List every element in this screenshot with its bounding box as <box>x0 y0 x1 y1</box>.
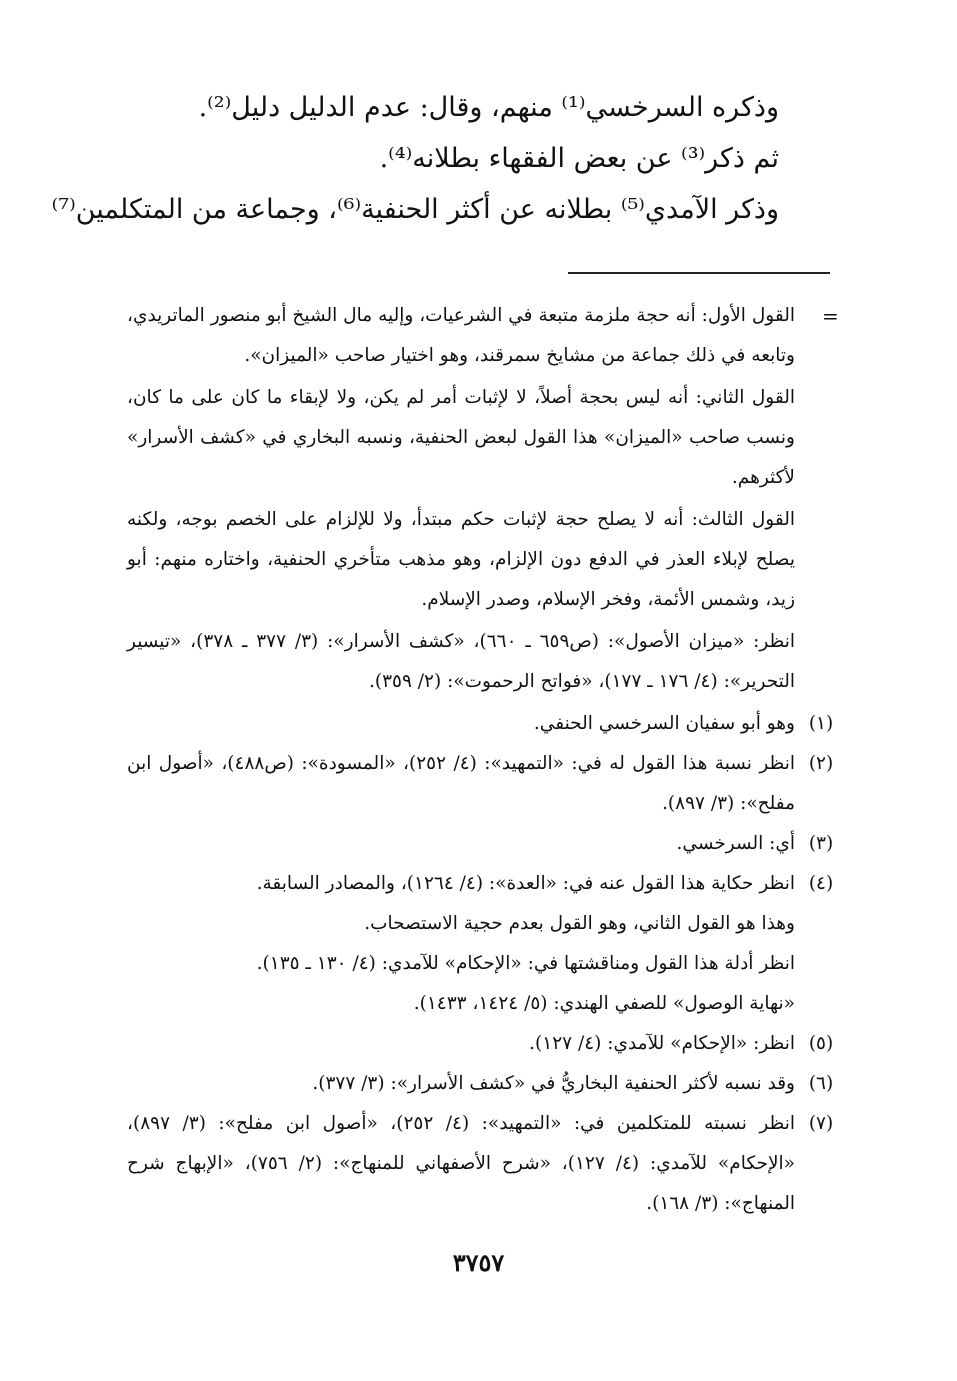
footnote-body <box>127 824 795 864</box>
main-text-line: وذكر الآمدي⁽⁵⁾ بطلانه عن أكثر الحنفية⁽⁶⁾، وجماعة من المتكلمين⁽⁷⁾ <box>51 194 779 225</box>
footnote-number: (٧) <box>808 1113 834 1134</box>
footnote-body <box>127 1104 795 1224</box>
footnote-body <box>127 1024 795 1064</box>
footnote <box>127 1024 847 1064</box>
footnote-text: وقد نسبه لأكثر الحنفية البخاريُّ في «كشف الأسرار»: (٣/ ٣٧٧). <box>312 1073 795 1094</box>
footnote <box>127 824 847 864</box>
footnote <box>127 704 847 744</box>
footnote-text: انظر نسبته للمتكلمين في: «التمهيد»: (٤/ ٢٥٢)، «أصول ابن مفلح»: (٣/ ٨٩٧)، «الإحكام» للآمدي: (٤/ ١٢٧)، «شرح الأصفهاني للمنهاج»: (٢/ ٧٥٦)، «الإبهاج شرح المنهاج»: (٣/ ١٦٨). <box>127 1113 795 1214</box>
footnote-body <box>127 704 795 744</box>
footnote-text: «نهاية الوصول» للصفي الهندي: (٥/ ١٤٢٤، ١٤٣٣). <box>413 993 795 1014</box>
main-text-line: ثم ذكر⁽³⁾ عن بعض الفقهاء بطلانه⁽⁴⁾. <box>379 143 779 174</box>
footnote-text: وهو أبو سفيان السرخسي الحنفي. <box>533 713 795 734</box>
continuation-paragraph: القول الأول: أنه حجة ملزمة متبعة في الشرعيات، وإليه مال الشيخ أبو منصور الماتريدي، وتابعه في ذلك جماعة من مشايخ سمرقند، وهو اختيار صاحب «الميزان». <box>127 305 795 366</box>
footnote-number: (٣) <box>808 833 834 854</box>
footnote <box>127 1064 847 1104</box>
main-text <box>51 82 779 235</box>
footnote-body <box>127 744 795 824</box>
footnote-continuation <box>127 296 795 702</box>
footnote-number: (١) <box>808 713 834 734</box>
footnote-number: (٦) <box>808 1073 834 1094</box>
footnote-text: أي: السرخسي. <box>676 833 795 854</box>
page-number: ٣٧٥٧ <box>452 1248 505 1277</box>
footnote-text: انظر أدلة هذا القول ومناقشتها في: «الإحكام» للآمدي: (٤/ ١٣٠ ـ ١٣٥). <box>256 953 795 974</box>
footnotes-section <box>127 296 847 1224</box>
footnote-body <box>127 864 795 1024</box>
footnote-number: (٤) <box>808 873 834 894</box>
footnote <box>127 744 847 824</box>
footnote-number: (٢) <box>808 753 834 774</box>
footnote-text: انظر: «الإحكام» للآمدي: (٤/ ١٢٧). <box>529 1033 795 1054</box>
continuation-paragraph: القول الثالث: أنه لا يصلح حجة لإثبات حكم مبتدأ، ولا للإلزام على الخصم بوجه، ولكنه يصلح لإبلاء العذر في الدفع دون الإلزام، وهو مذهب متأخري الحنفية، واختاره منهم: أبو زيد، وشمس الأئمة، وفخر الإسلام، وصدر الإسلام. <box>127 509 795 610</box>
footnote-separator <box>568 272 830 274</box>
footnote <box>127 1104 847 1224</box>
main-text-line: وذكره السرخسي⁽¹⁾ منهم، وقال: عدم الدليل دليل⁽²⁾. <box>198 92 779 123</box>
continuation-paragraph: القول الثاني: أنه ليس بحجة أصلاً، لا لإثبات أمر لم يكن، ولا لإبقاء ما كان على ما كان، ونسب صاحب «الميزان» هذا القول لبعض الحنفية، ونسبه البخاري في «كشف الأسرار» لأكثرهم. <box>127 387 795 488</box>
footnote-text: انظر نسبة هذا القول له في: «التمهيد»: (٤/ ٢٥٢)، «المسودة»: (ص٤٨٨)، «أصول ابن مفلح»: (٣/ ٨٩٧). <box>127 753 795 814</box>
footnote-text: وهذا هو القول الثاني، وهو القول بعدم حجية الاستصحاب. <box>364 913 795 934</box>
continuation-marker: = <box>822 304 839 328</box>
footnote-body <box>127 1064 795 1104</box>
footnote <box>127 864 847 1024</box>
continuation-paragraph: انظر: «ميزان الأصول»: (ص٦٥٩ ـ ٦٦٠)، «كشف الأسرار»: (٣/ ٣٧٧ ـ ٣٧٨)، «تيسير التحرير»: (٤/ ١٧٦ ـ ١٧٧)، «فواتح الرحموت»: (٢/ ٣٥٩). <box>127 631 796 692</box>
footnote-text: انظر حكاية هذا القول عنه في: «العدة»: (٤/ ١٢٦٤)، والمصادر السابقة. <box>256 873 795 894</box>
footnote-number: (٥) <box>808 1033 834 1054</box>
